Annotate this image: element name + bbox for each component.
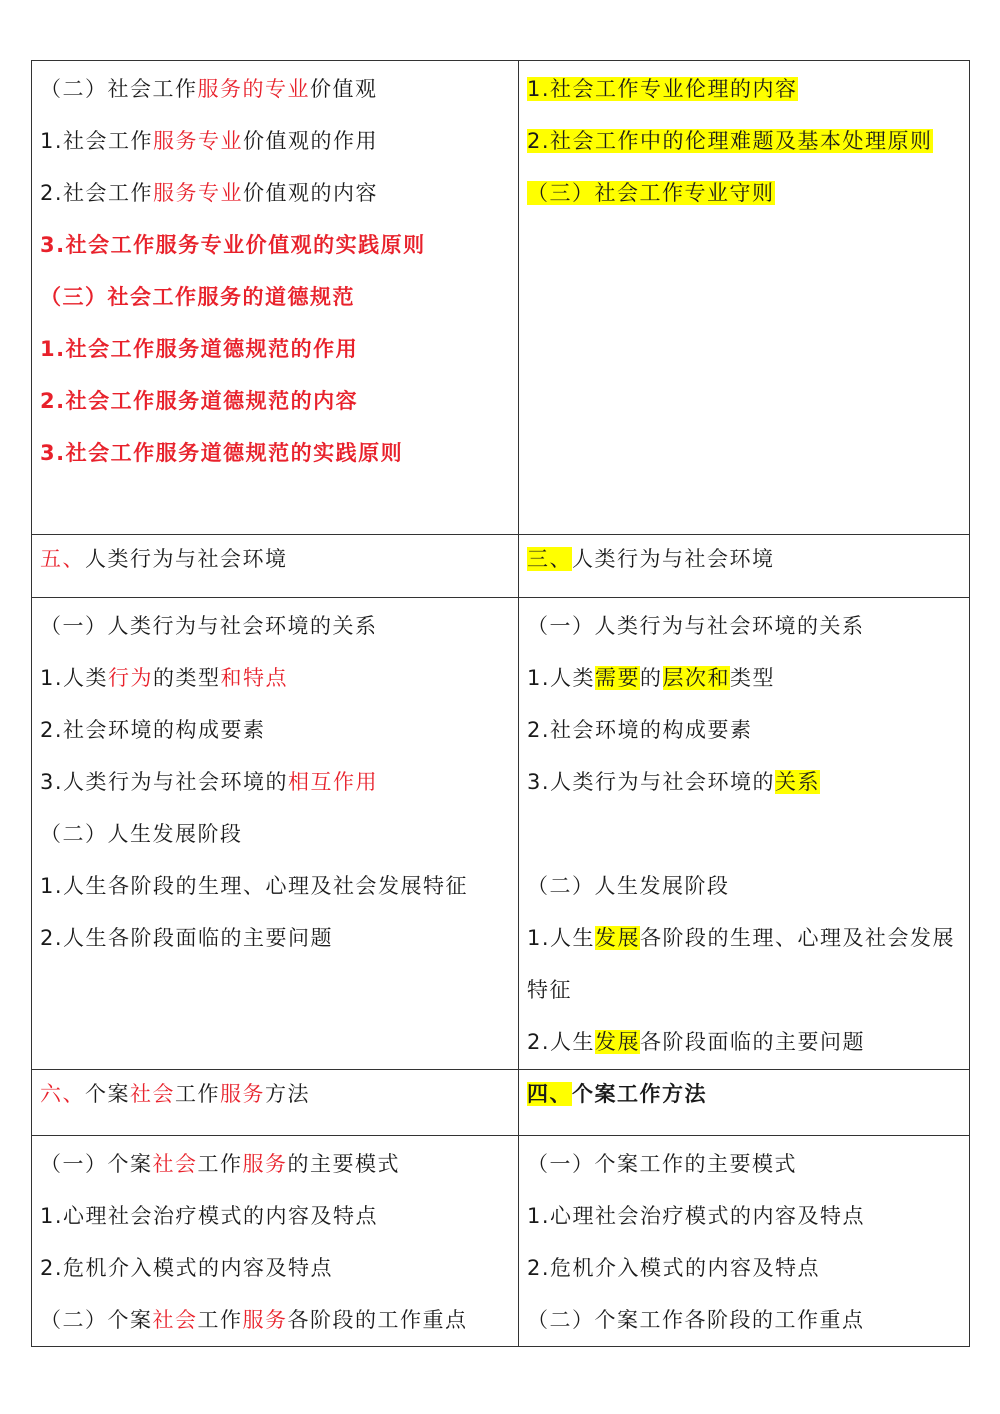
- blank-line: [527, 808, 961, 860]
- changed-text: 社会: [152, 1308, 198, 1332]
- line-text: 的类型: [153, 666, 221, 690]
- line-text: 人类行为与社会环境: [85, 547, 288, 571]
- outline-line: [40, 539, 510, 579]
- line-text: （二）人生发展阶段: [40, 822, 243, 846]
- outline-line: [527, 63, 961, 115]
- outline-line: [527, 539, 961, 579]
- line-text: 3.人类行为与社会环境的: [527, 770, 776, 794]
- changed-text: 3.社会工作服务专业价值观的实践原则: [40, 233, 426, 257]
- outline-line: [40, 115, 510, 167]
- changed-text: 相互作用: [288, 770, 379, 794]
- changed-text: 2.社会工作服务道德规范的内容: [40, 389, 359, 413]
- content-row: [32, 61, 970, 535]
- line-text: 的主要模式: [287, 1152, 400, 1176]
- outline-line: [40, 219, 510, 271]
- line-text: （一）个案工作的主要模式: [527, 1152, 797, 1176]
- changed-text: 和特点: [220, 666, 289, 690]
- line-text: 3.人类行为与社会环境的: [40, 770, 289, 794]
- line-text: 特征: [527, 978, 572, 1002]
- line-text: 价值观的内容: [243, 181, 379, 205]
- outline-line: [40, 427, 510, 479]
- outline-line: [527, 964, 961, 1016]
- line-text: 2.人生: [527, 1030, 596, 1054]
- highlighted-text: 2.社会工作中的伦理难题及基本处理原则: [527, 129, 933, 153]
- old-syllabus-cell: [32, 61, 519, 535]
- line-text: 各阶段的生理、心理及社会发展: [640, 926, 956, 950]
- line-text: 2.人生各阶段面临的主要问题: [40, 926, 334, 950]
- line-text: 2.社会环境的构成要素: [40, 718, 266, 742]
- new-syllabus-cell: [519, 61, 970, 535]
- outline-line: [527, 1074, 961, 1114]
- outline-line: [40, 271, 510, 323]
- highlighted-text: 需要: [595, 666, 641, 690]
- highlighted-text: （三）社会工作专业守则: [527, 181, 775, 205]
- outline-line: [527, 704, 961, 756]
- line-text: 价值观: [310, 77, 378, 101]
- changed-text: 行为: [108, 666, 154, 690]
- highlighted-text: 层次和: [662, 666, 731, 690]
- outline-line: [527, 115, 961, 167]
- old-syllabus-cell: [32, 598, 519, 1070]
- changed-text: 服务的专业: [197, 77, 310, 101]
- line-text: 类型: [730, 666, 776, 690]
- outline-line: [527, 1294, 961, 1346]
- line-text: 1.人类: [527, 666, 596, 690]
- line-text: 2.危机介入模式的内容及特点: [527, 1256, 821, 1280]
- new-syllabus-cell: [519, 1070, 970, 1136]
- line-text: 1.人类: [40, 666, 109, 690]
- line-text: 工作: [175, 1082, 220, 1106]
- outline-line: [40, 1190, 510, 1242]
- changed-text: （三）社会工作服务的道德规范: [40, 285, 355, 309]
- old-syllabus-cell: [32, 535, 519, 598]
- outline-line: [40, 1242, 510, 1294]
- new-syllabus-cell: [519, 1136, 970, 1347]
- line-text: 工作: [197, 1152, 243, 1176]
- outline-line: [527, 167, 961, 219]
- table-body: [32, 61, 970, 1347]
- content-row: [32, 598, 970, 1070]
- line-text: 2.社会工作: [40, 181, 154, 205]
- changed-text: 六、: [40, 1082, 85, 1106]
- line-text: 各阶段面临的主要问题: [640, 1030, 866, 1054]
- outline-line: [527, 1016, 961, 1068]
- line-text: 1.心理社会治疗模式的内容及特点: [527, 1204, 866, 1228]
- outline-line: [40, 600, 510, 652]
- comparison-table: [31, 60, 970, 1347]
- highlighted-text: 发展: [595, 926, 641, 950]
- changed-text: 1.社会工作服务道德规范的作用: [40, 337, 359, 361]
- outline-line: [40, 1138, 510, 1190]
- line-text: 工作: [197, 1308, 243, 1332]
- outline-line: [527, 912, 961, 964]
- outline-line: [527, 860, 961, 912]
- line-text: 1.社会工作: [40, 129, 154, 153]
- line-text: （一）个案: [40, 1152, 153, 1176]
- changed-text: 社会: [152, 1152, 198, 1176]
- outline-line: [40, 756, 510, 808]
- highlighted-text: 四、: [527, 1082, 572, 1106]
- line-text: （二）个案工作各阶段的工作重点: [527, 1308, 865, 1332]
- line-text: 方法: [265, 1082, 310, 1106]
- highlighted-text: 三、: [527, 547, 572, 571]
- changed-text: 服务: [242, 1152, 288, 1176]
- outline-line: [527, 1242, 961, 1294]
- old-syllabus-cell: [32, 1136, 519, 1347]
- changed-text: 服务: [220, 1082, 265, 1106]
- outline-line: [40, 375, 510, 427]
- outline-line: [40, 63, 510, 115]
- line-text: 1.人生各阶段的生理、心理及社会发展特征: [40, 874, 469, 898]
- line-text: 1.心理社会治疗模式的内容及特点: [40, 1204, 379, 1228]
- line-text: 1.人生: [527, 926, 596, 950]
- line-text: 的: [640, 666, 663, 690]
- changed-text: 五、: [40, 547, 85, 571]
- changed-text: 服务专业: [153, 181, 244, 205]
- outline-line: [527, 1138, 961, 1190]
- new-syllabus-cell: [519, 535, 970, 598]
- outline-line: [527, 600, 961, 652]
- outline-line: [40, 808, 510, 860]
- line-text: （二）个案: [40, 1308, 153, 1332]
- outline-line: [40, 1074, 510, 1114]
- line-text: （一）人类行为与社会环境的关系: [527, 614, 865, 638]
- line-text: 2.社会环境的构成要素: [527, 718, 753, 742]
- changed-text: 服务专业: [153, 129, 244, 153]
- changed-text: 社会: [130, 1082, 175, 1106]
- outline-line: [40, 704, 510, 756]
- line-text: 人类行为与社会环境: [572, 547, 775, 571]
- section-heading-row: [32, 1070, 970, 1136]
- line-text: 2.危机介入模式的内容及特点: [40, 1256, 334, 1280]
- line-text: 各阶段的工作重点: [287, 1308, 468, 1332]
- outline-line: [527, 652, 961, 704]
- line-text: （一）人类行为与社会环境的关系: [40, 614, 378, 638]
- line-text: （二）人生发展阶段: [527, 874, 730, 898]
- line-text: 个案: [85, 1082, 130, 1106]
- line-text: 个案工作方法: [572, 1082, 707, 1106]
- outline-line: [527, 1190, 961, 1242]
- changed-text: 3.社会工作服务道德规范的实践原则: [40, 441, 404, 465]
- outline-line: [527, 756, 961, 808]
- outline-line: [40, 323, 510, 375]
- highlighted-text: 关系: [775, 770, 821, 794]
- new-syllabus-cell: [519, 598, 970, 1070]
- line-text: 价值观的作用: [243, 129, 379, 153]
- content-row: [32, 1136, 970, 1347]
- outline-line: [40, 167, 510, 219]
- highlighted-text: 1.社会工作专业伦理的内容: [527, 77, 798, 101]
- section-heading-row: [32, 535, 970, 598]
- line-text: （二）社会工作: [40, 77, 198, 101]
- outline-line: [40, 652, 510, 704]
- outline-line: [40, 912, 510, 964]
- old-syllabus-cell: [32, 1070, 519, 1136]
- outline-line: [40, 860, 510, 912]
- outline-line: [40, 1294, 510, 1346]
- changed-text: 服务: [242, 1308, 288, 1332]
- highlighted-text: 发展: [595, 1030, 641, 1054]
